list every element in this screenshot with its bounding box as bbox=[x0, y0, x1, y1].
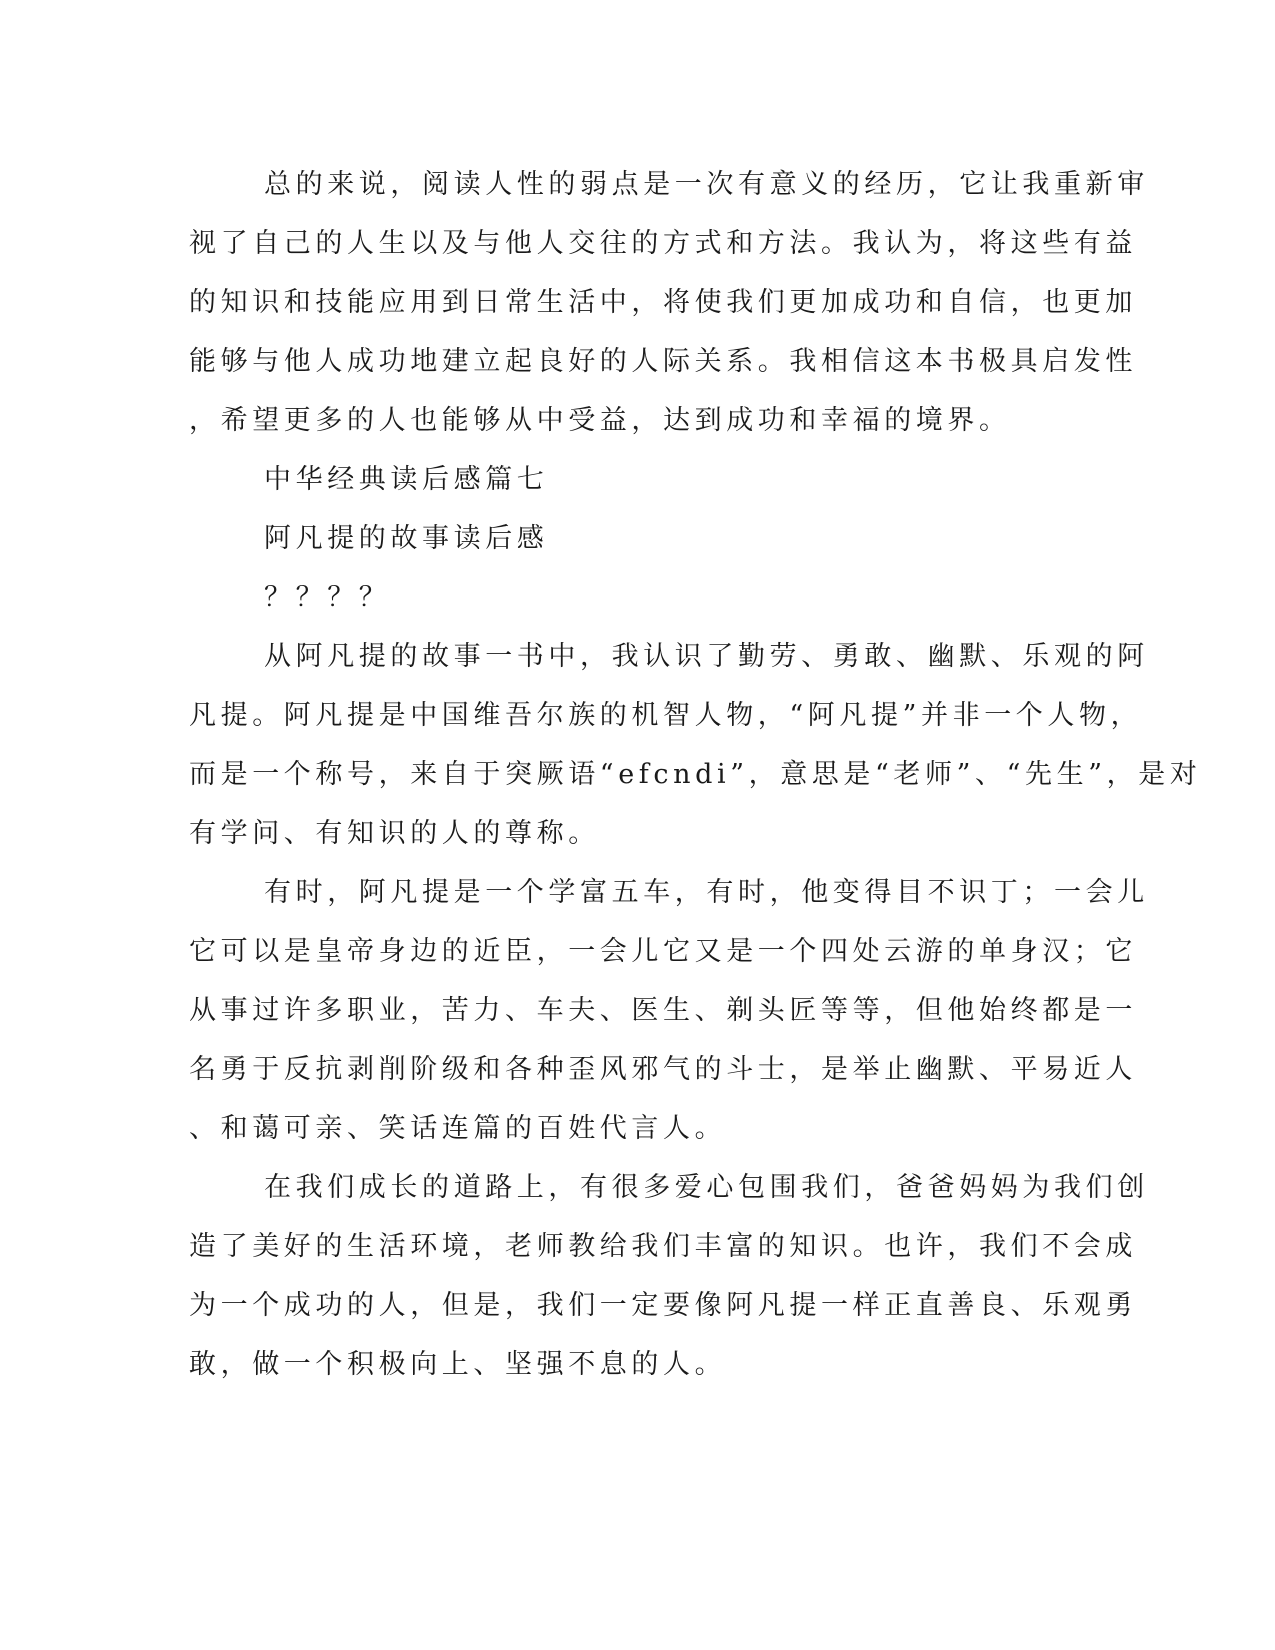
article-title: 阿凡提的故事读后感 bbox=[264, 523, 549, 554]
paragraph-line: 有学问、有知识的人的尊称。 bbox=[189, 818, 600, 849]
paragraph-line: 名勇于反抗剥削阶级和各种歪风邪气的斗士，是举止幽默、平易近人 bbox=[189, 1054, 1137, 1085]
paragraph-line: 它可以是皇帝身边的近臣，一会儿它又是一个四处云游的单身汉；它 bbox=[189, 936, 1137, 967]
paragraph-line: 而是一个称号，来自于突厥语“efcndi”，意思是“老师”、“先生”，是对 bbox=[189, 759, 1202, 790]
paragraph-line: 造了美好的生活环境，老师教给我们丰富的知识。也许，我们不会成 bbox=[189, 1231, 1137, 1262]
paragraph-line: 敢，做一个积极向上、坚强不息的人。 bbox=[189, 1349, 727, 1380]
paragraph-line: 视了自己的人生以及与他人交往的方式和方法。我认为，将这些有益 bbox=[189, 228, 1137, 259]
paragraph-line: ，希望更多的人也能够从中受益，达到成功和幸福的境界。 bbox=[189, 405, 1011, 436]
paragraph-line: 、和蔼可亲、笑话连篇的百姓代言人。 bbox=[189, 1113, 727, 1144]
paragraph-line: 为一个成功的人，但是，我们一定要像阿凡提一样正直善良、乐观勇 bbox=[189, 1290, 1137, 1321]
paragraph-line: 能够与他人成功地建立起良好的人际关系。我相信这本书极具启发性 bbox=[189, 346, 1137, 377]
paragraph-line: 凡提。阿凡提是中国维吾尔族的机智人物，“阿凡提”并非一个人物， bbox=[189, 700, 1143, 731]
paragraph-line: 从阿凡提的故事一书中，我认识了勤劳、勇敢、幽默、乐观的阿 bbox=[264, 641, 1149, 672]
paragraph-line: 有时，阿凡提是一个学富五车，有时，他变得目不识丁；一会儿 bbox=[264, 877, 1149, 908]
section-heading: 中华经典读后感篇七 bbox=[264, 464, 549, 495]
paragraph-line: 的知识和技能应用到日常生活中，将使我们更加成功和自信，也更加 bbox=[189, 287, 1137, 318]
paragraph-line: 在我们成长的道路上，有很多爱心包围我们，爸爸妈妈为我们创 bbox=[264, 1172, 1149, 1203]
paragraph-line: 总的来说，阅读人性的弱点是一次有意义的经历，它让我重新审 bbox=[264, 169, 1149, 200]
placeholder-marks: ？？？？ bbox=[264, 582, 391, 613]
paragraph-line: 从事过许多职业，苦力、车夫、医生、剃头匠等等，但他始终都是一 bbox=[189, 995, 1137, 1026]
